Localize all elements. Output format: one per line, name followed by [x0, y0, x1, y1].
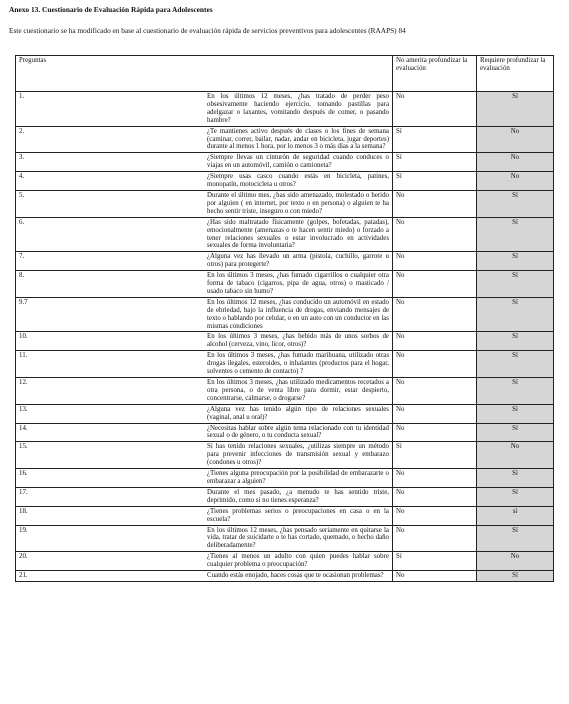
table-row: [16, 217, 554, 252]
table-row: [16, 153, 554, 172]
question-text: ¿Necesitas hablar sobre algún tema relacionado con tu identidad sexual o de género, o tu conducta sexual?: [204, 423, 393, 442]
answer-no-amerita: No: [393, 423, 477, 442]
question-text: ¿Has sido maltratado físicamente (golpes, bofetadas, patadas), emocionalmente (amenazas o te hacen sentir miedo) o forzado a tener relaciones sexuales o estar involucrado en actividades sexuales de forma involuntaria?: [204, 217, 393, 252]
answer-requiere: No: [477, 126, 554, 153]
question-text: ¿Tienes alguna preocupación por la posibilidad de embarazarte o embarazar a alguien?: [204, 469, 393, 488]
table-row: [16, 404, 554, 423]
answer-requiere: Sí: [477, 217, 554, 252]
question-text: ¿Tienes al menos un adulto con quien puedes hablar sobre cualquier problema o preocupación?: [204, 552, 393, 571]
question-text: ¿Alguna vez has llevado un arma (pistola, cuchillo, garrote u otros) para protegerte?: [204, 252, 393, 271]
question-number: 6.: [16, 217, 205, 252]
answer-no-amerita: Sí: [393, 442, 477, 469]
answer-requiere: Sí: [477, 423, 554, 442]
question-text: ¿Siempre llevas un cinturón de seguridad cuando conduces o viajas en un automóvil, camión o camioneta?: [204, 153, 393, 172]
table-row: [16, 172, 554, 191]
question-number: 19.: [16, 525, 205, 552]
question-number: 17.: [16, 487, 205, 506]
table-row: [16, 252, 554, 271]
question-text: ¿Siempre usas casco cuando estás en bicicleta, patines, monopatín, motocicleta u otros?: [204, 172, 393, 191]
header-no-amerita: No amerita profundizar la evaluación: [393, 56, 477, 92]
answer-requiere: No: [477, 172, 554, 191]
question-text: En los últimos 12 meses, ¿has conducido un automóvil en estado de ebriedad, bajo la influencia de drogas, enviando mensajes de texto o hablando por celular, o en un auto con un conductor en las mismas condiciones: [204, 297, 393, 332]
answer-requiere: Sí: [477, 297, 554, 332]
answer-no-amerita: No: [393, 252, 477, 271]
question-text: En los últimos 12 meses, ¿has pensado seriamente en quitarse la vida, tratar de suicidarte o te has cortado, quemado, o hecho daño deliberadamente?: [204, 525, 393, 552]
table-header-row: [16, 56, 554, 92]
question-number: 14.: [16, 423, 205, 442]
question-number: 13.: [16, 404, 205, 423]
question-text: En los últimos 3 meses, ¿has utilizado medicamentos recetados a otra persona, o de venta libre para dormir, estar despierto, concentrarse, calmarse, o drogarse?: [204, 378, 393, 405]
question-text: En los últimos 3 meses, ¿has bebido más de unos sorbos de alcohol (cerveza, vino, licor, otros)?: [204, 332, 393, 351]
question-number: 21.: [16, 571, 205, 582]
question-number: 4.: [16, 172, 205, 191]
table-row: [16, 92, 554, 127]
answer-requiere: sí: [477, 506, 554, 525]
answer-requiere: Sí: [477, 271, 554, 298]
answer-requiere: No: [477, 153, 554, 172]
answer-no-amerita: Sí: [393, 552, 477, 571]
answer-requiere: Sí: [477, 332, 554, 351]
table-row: [16, 190, 554, 217]
question-text: En los últimos 3 meses, ¿has fumado cigarrillos o cualquier otra forma de tabaco (cigarros, pipa de agua, otros) o masticado / usado tabaco sin humo?: [204, 271, 393, 298]
answer-no-amerita: No: [393, 217, 477, 252]
answer-requiere: Sí: [477, 487, 554, 506]
answer-requiere: Sí: [477, 351, 554, 378]
answer-requiere: Sí: [477, 378, 554, 405]
table-row: [16, 126, 554, 153]
question-number: 1.: [16, 92, 205, 127]
table-row: [16, 487, 554, 506]
question-number: 5.: [16, 190, 205, 217]
question-text: Cuando estás enojado, haces cosas que te ocasionan problemas?: [204, 571, 393, 582]
answer-no-amerita: Sí: [393, 153, 477, 172]
question-text: En los últimos 3 meses, ¿has fumado marihuana, utilizado otras drogas ilegales, esteroides, o inhalantes (productos para el hogar, solventes o cemento de contacto) ?: [204, 351, 393, 378]
answer-requiere: No: [477, 552, 554, 571]
answer-requiere: No: [477, 442, 554, 469]
questionnaire-table: [15, 55, 554, 582]
question-number: 20.: [16, 552, 205, 571]
answer-requiere: Sí: [477, 525, 554, 552]
answer-no-amerita: Sí: [393, 126, 477, 153]
question-number: 18.: [16, 506, 205, 525]
question-text: En los últimos 12 meses, ¿has tratado de perder peso obsesivamente haciendo ejercicio, tomando pastillas para adelgazar o laxantes, vomitando después de comer, o pasando hambre?: [204, 92, 393, 127]
answer-no-amerita: No: [393, 506, 477, 525]
header-requiere: Requiere profundizar la evaluación: [477, 56, 554, 92]
question-number: 11.: [16, 351, 205, 378]
answer-no-amerita: No: [393, 190, 477, 217]
table-row: [16, 442, 554, 469]
answer-requiere: Sí: [477, 469, 554, 488]
answer-requiere: Sí: [477, 252, 554, 271]
header-preguntas: Preguntas: [16, 56, 393, 92]
question-number: 3.: [16, 153, 205, 172]
intro-paragraph: Este cuestionario se ha modificado en base al cuestionario de evaluación rápida de servicios preventivos para adolescentes (RAAPS) 84: [9, 26, 406, 35]
document-title: Anexo 13. Cuestionario de Evaluación Rápida para Adolescentes: [9, 5, 213, 14]
question-number: 10.: [16, 332, 205, 351]
answer-no-amerita: Sí: [393, 172, 477, 191]
question-number: 8.: [16, 271, 205, 298]
question-text: ¿Tienes problemas serios o preocupaciones en casa o en la escuela?: [204, 506, 393, 525]
table-row: [16, 469, 554, 488]
answer-no-amerita: No: [393, 332, 477, 351]
answer-no-amerita: No: [393, 271, 477, 298]
question-number: 16.: [16, 469, 205, 488]
table-row: [16, 351, 554, 378]
answer-requiere: Sí: [477, 404, 554, 423]
answer-no-amerita: No: [393, 378, 477, 405]
answer-no-amerita: No: [393, 487, 477, 506]
table-row: [16, 271, 554, 298]
answer-requiere: Sí: [477, 190, 554, 217]
answer-no-amerita: No: [393, 525, 477, 552]
table-body: [16, 92, 554, 582]
table-row: [16, 423, 554, 442]
question-text: Durante el último mes, ¿has sido amenazado, molestado o herido por alguien ( en internet, por texto o en persona) o alguien te ha hecho sentir triste, inseguro o con miedo?: [204, 190, 393, 217]
answer-requiere: Sí: [477, 92, 554, 127]
answer-no-amerita: No: [393, 92, 477, 127]
table-row: [16, 552, 554, 571]
question-number: 7.: [16, 252, 205, 271]
question-number: 12.: [16, 378, 205, 405]
table-row: [16, 378, 554, 405]
answer-requiere: Sí: [477, 571, 554, 582]
question-text: ¿Alguna vez has tenido algún tipo de relaciones sexuales (vaginal, anal u oral)?: [204, 404, 393, 423]
question-number: 15.: [16, 442, 205, 469]
table-row: [16, 332, 554, 351]
table-row: [16, 571, 554, 582]
table-row: [16, 506, 554, 525]
question-text: ¿Te mantienes activo después de clases o los fines de semana (caminar, correr, bailar, nadar, andar en bicicleta, jugar deportes) durante al menos 1 hora, por lo menos 3 o más días a la semana?: [204, 126, 393, 153]
answer-no-amerita: No: [393, 297, 477, 332]
answer-no-amerita: No: [393, 404, 477, 423]
table-row: [16, 525, 554, 552]
question-number: 9.7: [16, 297, 205, 332]
answer-no-amerita: No: [393, 351, 477, 378]
answer-no-amerita: No: [393, 571, 477, 582]
question-text: Durante el mes pasado, ¿a menudo te has sentido triste, deprimido, como si no tienes esperanza?: [204, 487, 393, 506]
answer-no-amerita: No: [393, 469, 477, 488]
table-row: [16, 297, 554, 332]
question-text: Si has tenido relaciones sexuales, ¿utilizas siempre un método para prevenir infecciones de transmisión sexual y embarazo (condones u otros)?: [204, 442, 393, 469]
question-number: 2.: [16, 126, 205, 153]
